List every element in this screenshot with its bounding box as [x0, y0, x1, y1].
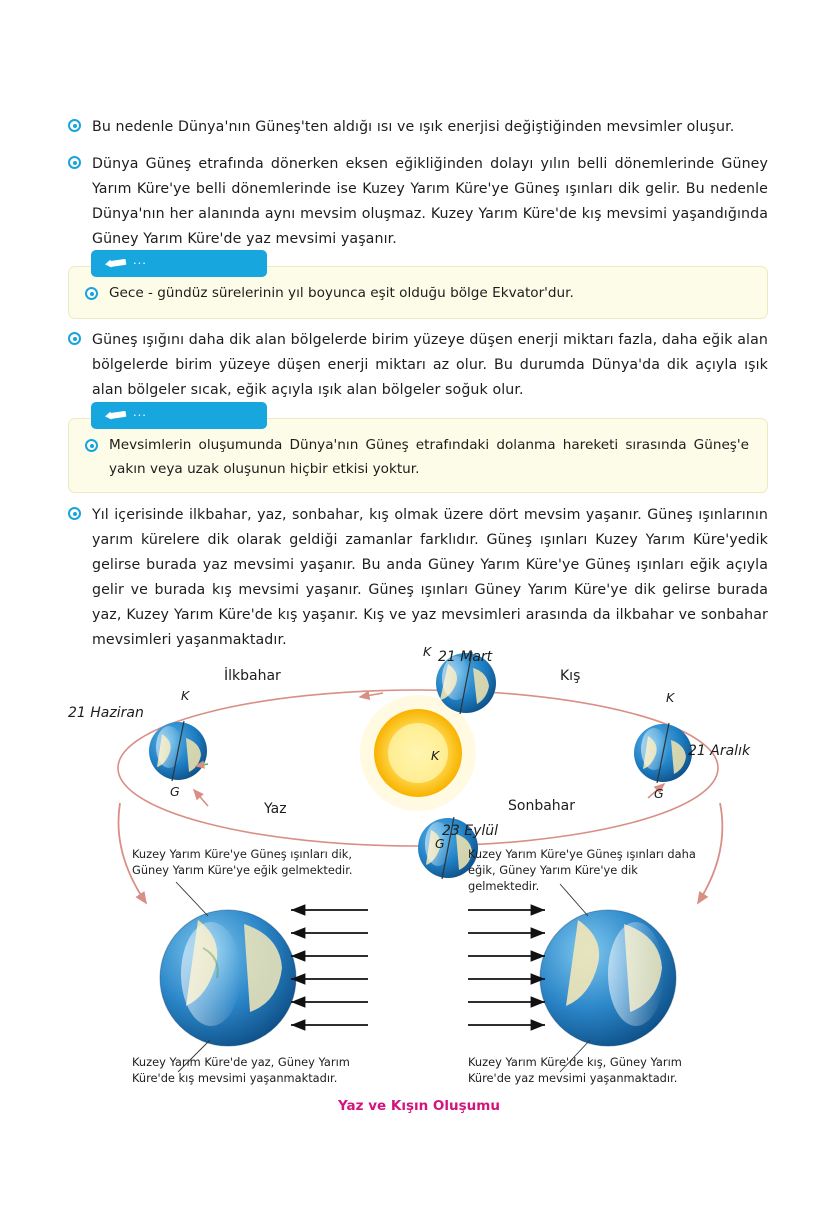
pole-label-north-june: K [181, 688, 190, 703]
bullet-item-3 [68, 328, 768, 403]
season-label-autumn: Sonbahar [508, 798, 575, 814]
note-text: Gece - gündüz sürelerinin yıl boyunca eşit olduğu bölge Ekvator'dur. [109, 285, 574, 301]
bullet-icon [68, 119, 81, 132]
big-earth-winter-north [540, 910, 676, 1046]
caption-right-bottom: Kuzey Yarım Küre'de kış, Güney Yarım Küre'de yaz mevsimi yaşanmaktadır. [468, 1055, 682, 1085]
bullet-icon [68, 507, 81, 520]
note-tab-dots: ... [133, 404, 147, 419]
bullet-item-4 [68, 503, 768, 653]
bullet-item-1 [68, 115, 768, 140]
note-tab [91, 250, 267, 277]
date-label-march: 21 Mart [438, 649, 493, 665]
figure-title: Yaz ve Kışın Oluşumu [338, 1098, 500, 1114]
pencil-icon [105, 409, 131, 422]
note-tab-dots: ... [133, 252, 147, 267]
pole-label-south-september: G [435, 836, 445, 851]
note-box-1 [68, 252, 768, 319]
bullet-text: Güneş ışığını daha dik alan bölgelerde birim yüzeye düşen enerji miktarı fazla, daha eğik alan bölgelerde birim yüzeye düşen enerji miktarı az olur. Bu durumda Dünya'da dik açıyla ışık alan bölgeler sıcak, eğik açıyla ışık alan bölgeler soğuk olur. [92, 332, 768, 398]
bullet-text: Yıl içerisinde ilkbahar, yaz, sonbahar, kış olmak üzere dört mevsim yaşanır. Güneş ışınlarının yarım kürelere dik olarak geldiği zamanlar farklıdır. Güneş ışınları Kuzey Yarım Küre'yedik gelirse burada yaz mevsimi yaşanır. Bu anda Güney Yarım Küre'ye Güneş ışınları eğik açıyla gelir ve burada kış mevsimi yaşanır. Güneş ışınları Güney Yarım Küre'ye dik gelirse burada yaz, Kuzey Yarım Küre'de kış yaşanır. Kış ve yaz mevsimleri arasında da ilkbahar ve sonbahar mevsimleri yaşanmaktadır. [92, 507, 768, 648]
bullet-icon [85, 287, 98, 300]
pole-label-north-sun: K [431, 748, 440, 763]
note-text: Mevsimlerin oluşumunda Dünya'nın Güneş etrafındaki dolanma hareketi sırasında Güneş'e yakın veya uzak oluşunun hiçbir etkisi yoktur. [109, 437, 749, 477]
pole-label-north-march: K [423, 644, 432, 659]
sun-rays-right [468, 910, 545, 1025]
note-box-2 [68, 404, 768, 493]
bullet-icon [85, 439, 98, 452]
pole-label-south-december: G [654, 786, 664, 801]
pole-label-north-december: K [666, 690, 675, 705]
seasons-figure [48, 644, 788, 1118]
bullet-icon [68, 156, 81, 169]
big-earth-summer-north [160, 910, 296, 1046]
date-label-june: 21 Haziran [68, 705, 144, 721]
season-label-summer: Yaz [264, 801, 287, 817]
date-label-december: 21 Aralık [688, 743, 751, 759]
season-label-spring: İlkbahar [224, 668, 281, 684]
bullet-icon [68, 332, 81, 345]
bullet-item-2 [68, 152, 768, 252]
bullet-text: Dünya Güneş etrafında dönerken eksen eğikliğinden dolayı yılın belli dönemlerinde Güney Yarım Küre'ye belli dönemlerinde ise Kuzey Yarım Küre'ye Güneş ışınları dik gelir. Bu nedenle Dünya'nın her alanında aynı mevsim oluşmaz. Kuzey Yarım Küre'de kış mevsimi yaşandığında Güney Yarım Küre'de yaz mevsimi yaşanır. [92, 156, 768, 247]
caption-right-top: Kuzey Yarım Küre'ye Güneş ışınları daha eğik, Güney Yarım Küre'ye dik gelmektedir. [468, 847, 696, 893]
note-tab [91, 402, 267, 429]
pencil-icon [105, 257, 131, 270]
season-label-winter: Kış [560, 668, 581, 684]
caption-left-bottom: Kuzey Yarım Küre'de yaz, Güney Yarım Küre'de kış mevsimi yaşanmaktadır. [132, 1055, 350, 1085]
sun-rays-left [291, 910, 368, 1025]
sun-icon [360, 695, 476, 811]
caption-left-top: Kuzey Yarım Küre'ye Güneş ışınları dik, Güney Yarım Küre'ye eğik gelmektedir. [132, 847, 353, 877]
pole-label-south-june: G [170, 784, 180, 799]
date-label-september: 23 Eylül [442, 823, 499, 839]
bullet-text: Bu nedenle Dünya'nın Güneş'ten aldığı ısı ve ışık enerjisi değiştiğinden mevsimler oluşur. [92, 119, 735, 135]
